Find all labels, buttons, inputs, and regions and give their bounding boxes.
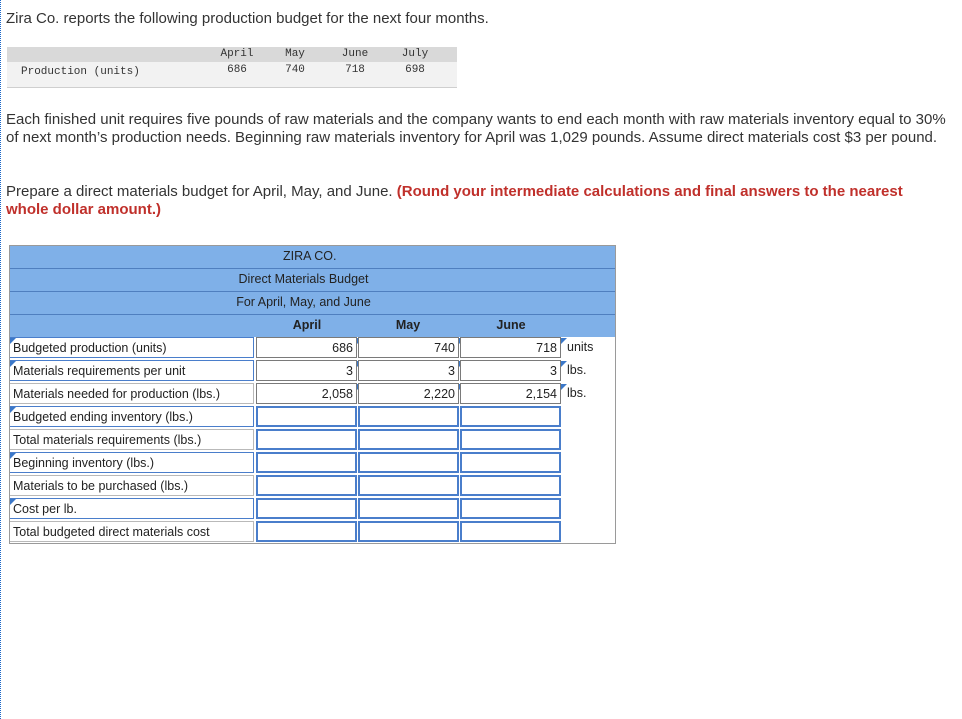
budget-column-header-band <box>9 314 616 337</box>
budget-row <box>9 521 616 544</box>
problem-paragraph: Each finished unit requires five pounds of raw materials and the company wants to end each month with raw materials inventory equal to 30% of next month’s production needs. Beginning raw materials inventory for April was 1,029 pounds. Assume direct materials cost $3 per pound. <box>6 111 946 146</box>
input-may[interactable] <box>358 452 459 473</box>
budget-title: Direct Materials Budget <box>238 272 369 286</box>
budget-row <box>9 406 616 429</box>
direct-materials-budget-table <box>9 245 616 544</box>
dropdown-marker-icon[interactable] <box>10 499 16 505</box>
instruction-text: Prepare a direct materials budget for April, May, and June. <box>6 183 397 200</box>
budget-row <box>9 452 616 475</box>
input-june[interactable] <box>460 452 561 473</box>
budget-row <box>9 383 616 406</box>
input-may[interactable]: 2,220 <box>358 383 459 404</box>
budget-title-band <box>9 268 616 291</box>
instruction-emphasis: (Round your intermediate calculations and final answers to the nearest whole dollar amount.) <box>6 183 903 218</box>
budget-row-label: Budgeted production (units) <box>9 337 254 358</box>
production-table-spacer <box>7 79 457 87</box>
dropdown-marker-icon[interactable] <box>10 407 16 413</box>
production-row-label: Production (units) <box>21 66 140 78</box>
production-value-june: 718 <box>345 64 365 76</box>
input-june[interactable] <box>460 521 561 542</box>
budget-row-label: Materials requirements per unit <box>9 360 254 381</box>
budget-company-name: ZIRA CO. <box>283 249 337 263</box>
budget-row-label: Materials to be purchased (lbs.) <box>9 475 254 496</box>
input-april[interactable] <box>256 452 357 473</box>
intro-text: Zira Co. reports the following production budget for the next four months. <box>6 10 489 27</box>
input-june[interactable] <box>460 406 561 427</box>
input-may[interactable]: 740 <box>358 337 459 358</box>
input-june[interactable] <box>460 475 561 496</box>
input-april[interactable]: 3 <box>256 360 357 381</box>
left-dotted-edge <box>0 0 1 719</box>
input-may[interactable]: 3 <box>358 360 459 381</box>
production-month-june: June <box>341 48 369 60</box>
input-may[interactable] <box>358 429 459 450</box>
budget-row-label: Total budgeted direct materials cost <box>9 521 254 542</box>
production-month-july: July <box>401 48 429 60</box>
dropdown-marker-icon[interactable] <box>10 453 16 459</box>
input-may[interactable] <box>358 406 459 427</box>
production-value-april: 686 <box>227 64 247 76</box>
budget-row <box>9 498 616 521</box>
dropdown-marker-icon[interactable] <box>10 361 16 367</box>
input-may[interactable] <box>358 498 459 519</box>
budget-period: For April, May, and June <box>236 295 371 309</box>
unit-label: units <box>567 340 594 354</box>
input-june[interactable] <box>460 498 561 519</box>
budget-row <box>9 337 616 360</box>
input-april[interactable]: 2,058 <box>256 383 357 404</box>
instruction-paragraph <box>6 183 946 219</box>
production-table-header <box>7 47 457 62</box>
budget-row <box>9 429 616 452</box>
input-april[interactable] <box>256 521 357 542</box>
input-june[interactable] <box>460 429 561 450</box>
input-may[interactable] <box>358 521 459 542</box>
input-june[interactable]: 718 <box>460 337 561 358</box>
budget-row-label: Budgeted ending inventory (lbs.) <box>9 406 254 427</box>
input-april[interactable] <box>256 498 357 519</box>
input-june[interactable]: 3 <box>460 360 561 381</box>
input-april[interactable] <box>256 475 357 496</box>
input-june[interactable]: 2,154 <box>460 383 561 404</box>
unit-label: lbs. <box>567 363 587 377</box>
column-header-may: May <box>395 318 421 332</box>
budget-row-label: Beginning inventory (lbs.) <box>9 452 254 473</box>
production-table-row <box>7 62 457 79</box>
budget-row <box>9 475 616 498</box>
production-value-july: 698 <box>405 64 425 76</box>
input-april[interactable] <box>256 429 357 450</box>
production-month-may: May <box>285 48 305 60</box>
production-value-may: 740 <box>285 64 305 76</box>
budget-row <box>9 360 616 383</box>
budget-row-label: Materials needed for production (lbs.) <box>9 383 254 404</box>
input-may[interactable] <box>358 475 459 496</box>
input-april[interactable] <box>256 406 357 427</box>
column-header-april: April <box>292 318 322 332</box>
production-table-rule <box>7 87 457 88</box>
dropdown-marker-icon[interactable] <box>10 338 16 344</box>
column-header-june: June <box>496 318 526 332</box>
production-month-april: April <box>220 48 254 60</box>
unit-label: lbs. <box>567 386 587 400</box>
budget-company-band <box>9 245 616 268</box>
budget-row-label: Total materials requirements (lbs.) <box>9 429 254 450</box>
production-table <box>7 47 457 88</box>
input-april[interactable]: 686 <box>256 337 357 358</box>
budget-period-band <box>9 291 616 314</box>
budget-row-label: Cost per lb. <box>9 498 254 519</box>
